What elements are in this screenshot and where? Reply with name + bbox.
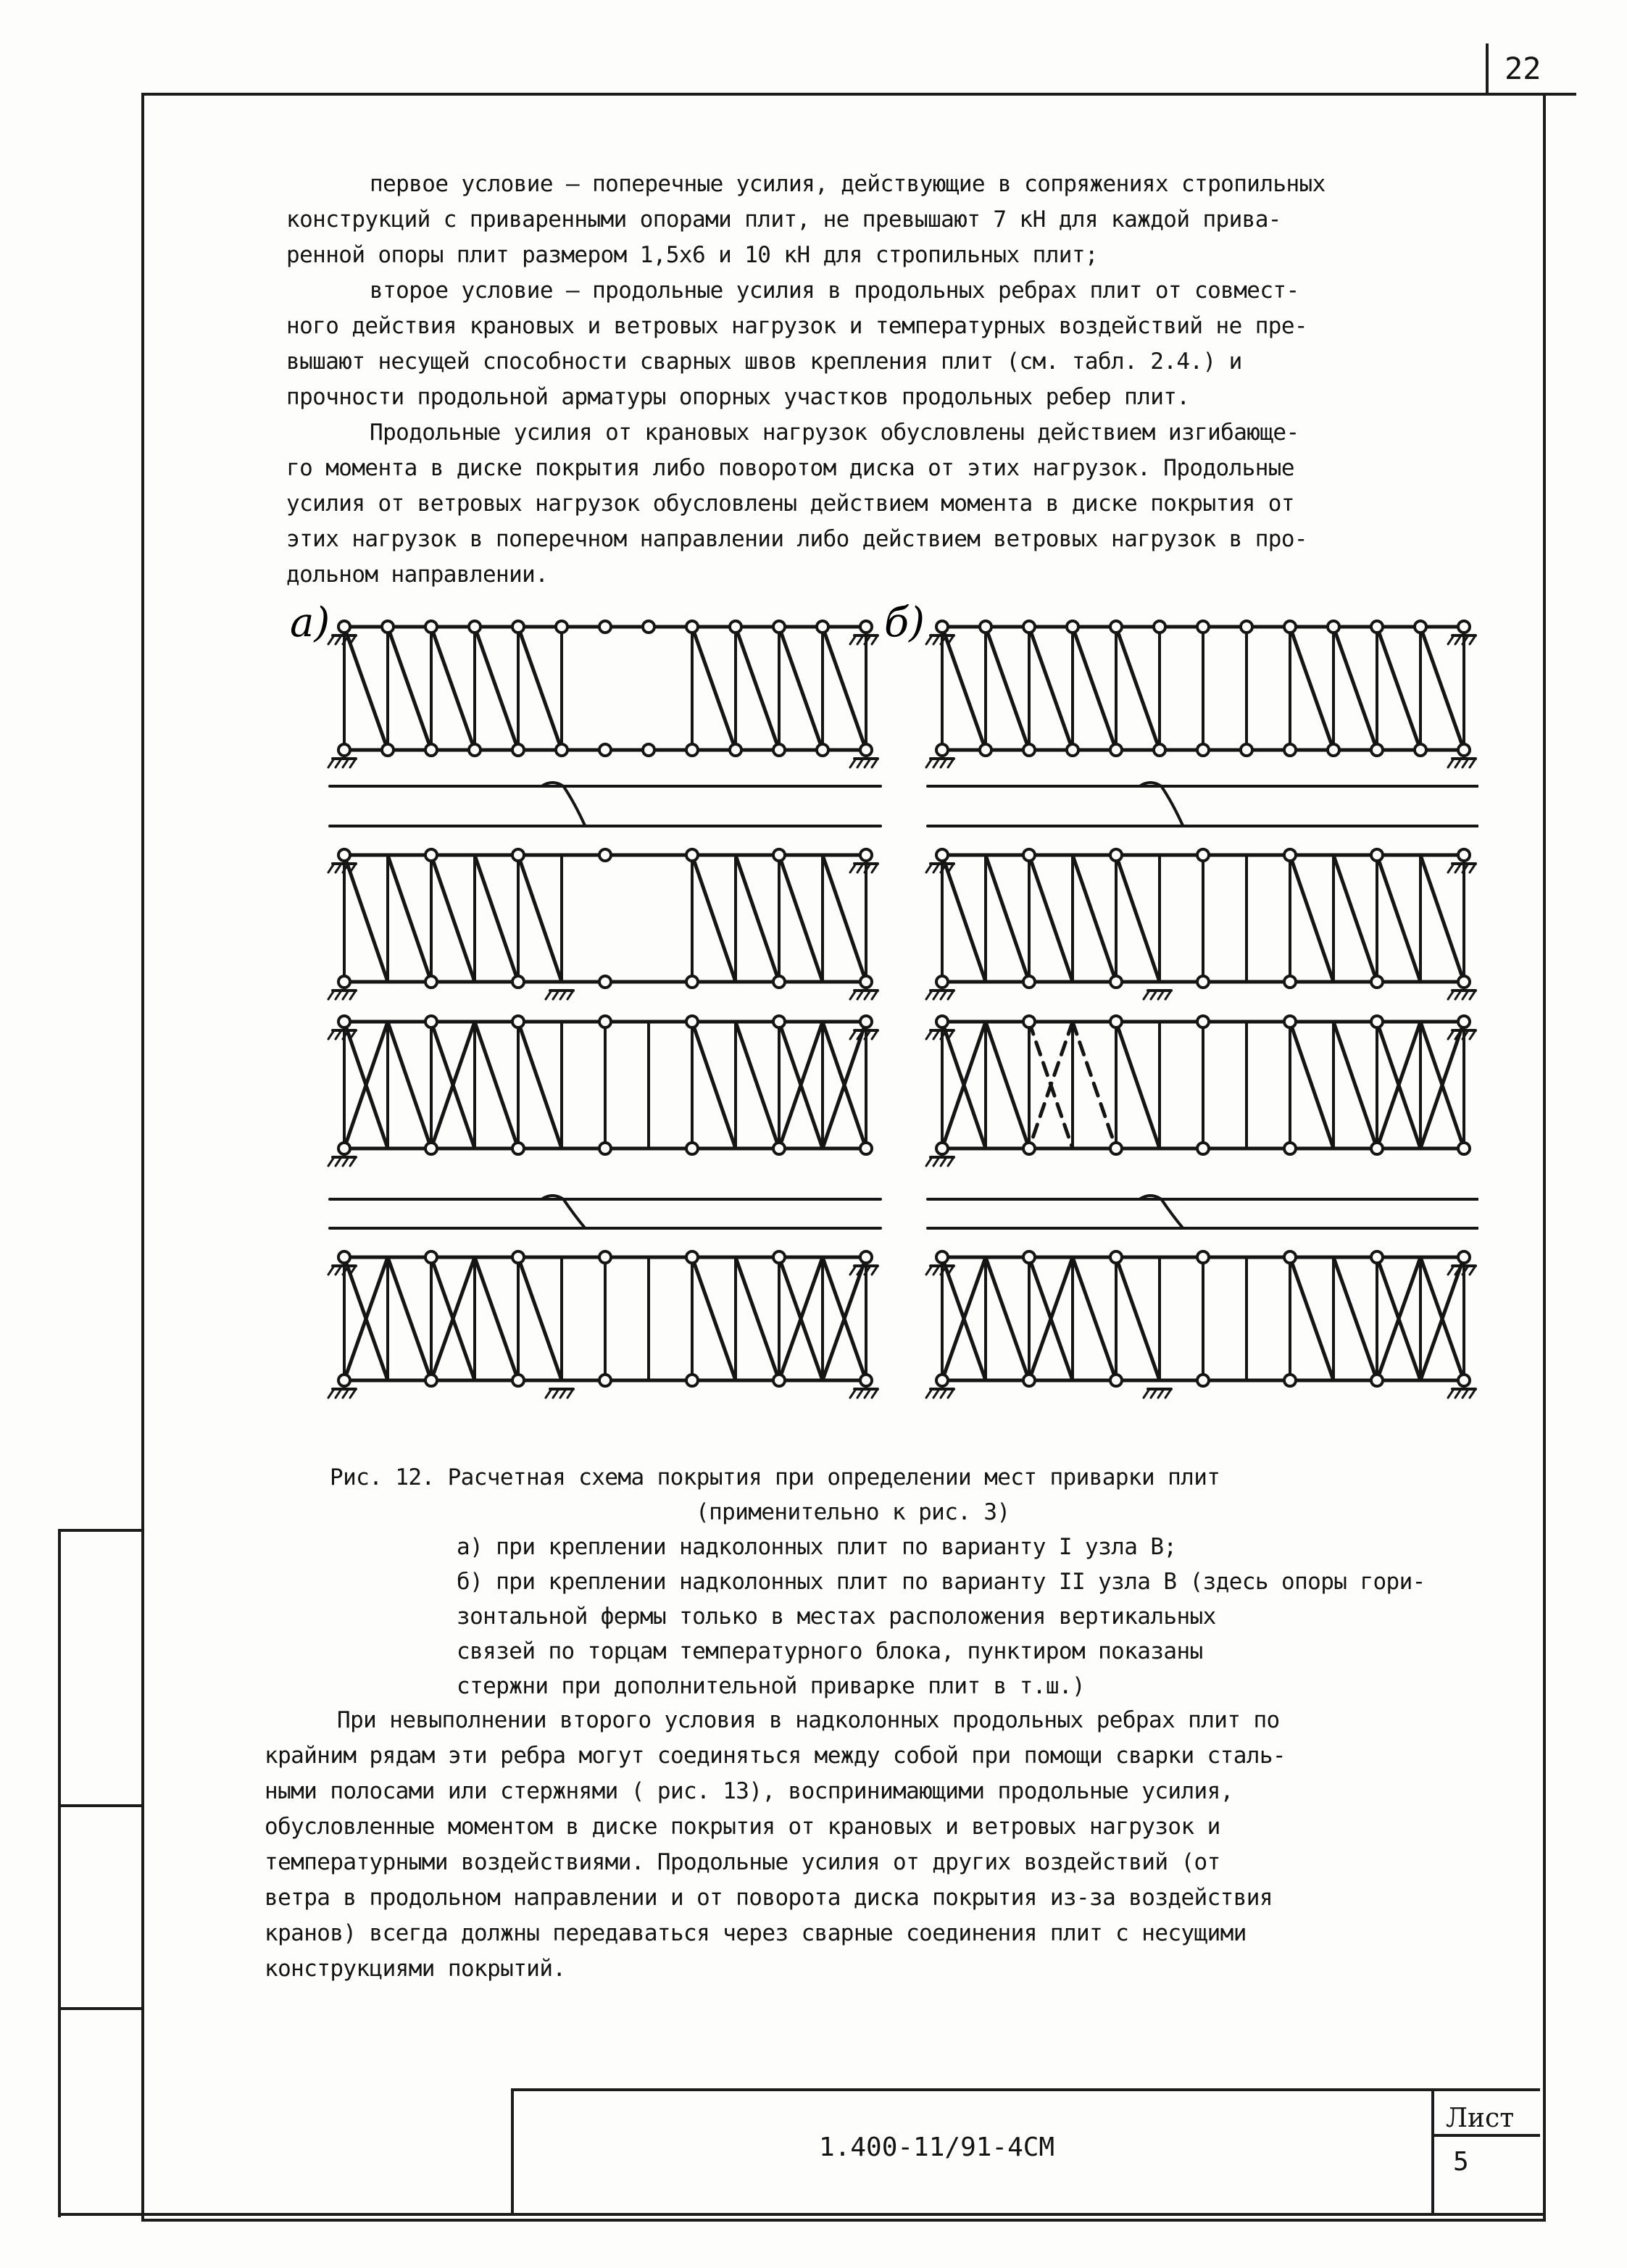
- truss-node: [860, 1016, 872, 1027]
- truss-node: [936, 1375, 948, 1386]
- text-line: этих нагрузок в поперечном направлении либо действием ветровых нагрузок в про-: [286, 526, 1307, 552]
- panel-b-label: б): [884, 599, 925, 646]
- truss-node: [773, 1251, 785, 1263]
- support-hatch: [850, 991, 856, 999]
- text-line: го момента в диске покрытия либо поворотом диска от этих нагрузок. Продольные: [286, 455, 1294, 481]
- support-hatch: [328, 1157, 334, 1166]
- truss-node: [686, 1375, 698, 1386]
- truss-node: [773, 1143, 785, 1154]
- truss-node: [1154, 621, 1165, 633]
- text-line: крайним рядам эти ребра могут соединяться между собой при помощи сварки сталь-: [265, 1743, 1286, 1769]
- diagonal-brace: [1420, 627, 1464, 750]
- truss-node: [382, 621, 394, 633]
- support-hatch: [328, 1266, 334, 1275]
- truss-node: [599, 1251, 611, 1263]
- diagonal-brace: [942, 627, 986, 750]
- truss-node: [425, 976, 437, 988]
- support-hatch: [926, 1266, 932, 1275]
- truss-node: [1284, 1375, 1296, 1386]
- binding-margin-line: [58, 1529, 61, 2217]
- truss-node: [936, 1251, 948, 1263]
- diagonal-brace: [736, 855, 779, 982]
- truss-node: [425, 621, 437, 633]
- text-line: ного действия крановых и ветровых нагрузок и температурных воздействий не пре-: [286, 313, 1307, 339]
- truss-node: [1371, 744, 1383, 756]
- text-line: дольном направлении.: [286, 562, 549, 588]
- support-hatch: [328, 864, 334, 872]
- diagonal-brace: [1073, 855, 1116, 982]
- truss-node: [1023, 1016, 1035, 1027]
- figure-caption: [330, 1460, 1489, 1704]
- truss-node: [425, 1016, 437, 1027]
- truss-node: [860, 976, 872, 988]
- diagonal-brace: [986, 627, 1029, 750]
- support-hatch: [546, 991, 552, 999]
- body-text-bottom: [265, 1703, 1468, 1987]
- text-line: конструкций с приваренными опорами плит, не превышают 7 кН для каждой прива-: [286, 207, 1281, 233]
- truss-node: [1458, 976, 1470, 988]
- truss-node: [338, 1143, 350, 1154]
- truss-node: [599, 976, 611, 988]
- support-hatch: [850, 635, 856, 644]
- support-hatch: [1448, 1389, 1454, 1398]
- document-code: 1.400-11/91-4СМ: [819, 2132, 1055, 2162]
- diagonal-brace: [736, 1022, 779, 1148]
- support-hatch: [926, 991, 932, 999]
- truss-node: [1415, 744, 1426, 756]
- truss-node: [556, 744, 567, 756]
- truss-node: [1371, 1016, 1383, 1027]
- truss-node: [1197, 1016, 1209, 1027]
- truss-node: [1197, 1143, 1209, 1154]
- diagonal-brace: [736, 627, 779, 750]
- panel-a-label: а): [290, 599, 330, 646]
- truss-node: [1197, 1251, 1209, 1263]
- diagonal-brace: [1290, 855, 1333, 982]
- truss-node: [469, 621, 480, 633]
- text-line: обусловленные моментом в диске покрытия от крановых и ветровых нагрузок и: [265, 1814, 1220, 1840]
- truss-node: [1458, 849, 1470, 861]
- truss-node: [686, 849, 698, 861]
- truss-node: [860, 1251, 872, 1263]
- diagonal-brace: [1116, 1257, 1160, 1380]
- truss-node: [1458, 1016, 1470, 1027]
- diagonal-brace: [986, 1022, 1029, 1148]
- truss-node: [860, 1375, 872, 1386]
- truss-node: [1110, 1016, 1122, 1027]
- support-hatch: [328, 759, 334, 767]
- truss-node: [1067, 621, 1078, 633]
- truss-node: [425, 1251, 437, 1263]
- truss-node: [1067, 744, 1078, 756]
- truss-node: [686, 1016, 698, 1027]
- diagonal-brace: [692, 1022, 736, 1148]
- truss-node: [1023, 849, 1035, 861]
- caption-item-a: а) при креплении надколонных плит по варианту I узла В;: [457, 1534, 1177, 1560]
- truss-node: [773, 849, 785, 861]
- diagonal-brace: [1333, 1257, 1377, 1380]
- support-hatch: [850, 1389, 856, 1398]
- truss-node: [1023, 744, 1035, 756]
- truss-node: [338, 976, 350, 988]
- diagonal-brace: [388, 1022, 431, 1148]
- diagonal-brace: [986, 1257, 1029, 1380]
- support-hatch: [1144, 991, 1149, 999]
- truss-node: [599, 1375, 611, 1386]
- truss-node: [1371, 1375, 1383, 1386]
- truss-node: [936, 744, 948, 756]
- truss-node: [1284, 1251, 1296, 1263]
- diagonal-brace: [1073, 1257, 1116, 1380]
- break-mark: [541, 783, 585, 826]
- truss-node: [936, 849, 948, 861]
- diagonal-brace: [986, 855, 1029, 982]
- truss-node: [425, 1375, 437, 1386]
- truss-node: [338, 744, 350, 756]
- truss-node: [1371, 976, 1383, 988]
- text-line: прочности продольной арматуры опорных участков продольных ребер плит.: [286, 384, 1190, 410]
- support-hatch: [926, 864, 932, 872]
- truss-node: [1023, 1251, 1035, 1263]
- caption-item-b: б) при креплении надколонных плит по варианту II узла В (здесь опоры гори-: [457, 1569, 1426, 1595]
- truss-node: [773, 621, 785, 633]
- diagonal-brace: [388, 855, 431, 982]
- support-hatch: [850, 1266, 856, 1275]
- text-line: ными полосами или стержнями ( рис. 13), воспринимающими продольные усилия,: [265, 1778, 1233, 1804]
- truss-node: [1197, 744, 1209, 756]
- truss-node: [599, 621, 611, 633]
- truss-node: [1023, 976, 1035, 988]
- diagonal-brace: [475, 1022, 518, 1148]
- truss-node: [599, 1016, 611, 1027]
- caption-item-b-4: стержни при дополнительной приварке плит в т.ш.): [457, 1673, 1086, 1699]
- truss-node: [1023, 621, 1035, 633]
- diagonal-brace: [1333, 855, 1377, 982]
- truss-node: [773, 1375, 785, 1386]
- support-hatch: [1448, 759, 1454, 767]
- sheet-cell-divider: [1431, 2134, 1540, 2137]
- truss-node: [469, 744, 480, 756]
- text-line: конструкциями покрытий.: [265, 1956, 566, 1982]
- truss-node: [599, 1143, 611, 1154]
- truss-node: [817, 621, 828, 633]
- diagonal-brace: [779, 855, 823, 982]
- truss-node: [512, 1375, 524, 1386]
- truss-node: [338, 621, 350, 633]
- diagonal-brace: [692, 627, 736, 750]
- truss-node: [338, 1016, 350, 1027]
- truss-node: [599, 849, 611, 861]
- diagonal-brace: [1116, 1022, 1160, 1148]
- support-hatch: [850, 864, 856, 872]
- truss-node: [1197, 849, 1209, 861]
- support-hatch: [546, 1389, 552, 1398]
- diagonal-brace: [1420, 855, 1464, 982]
- title-block-top: [511, 2088, 1540, 2091]
- title-block-left: [511, 2088, 514, 2216]
- truss-node: [338, 1251, 350, 1263]
- truss-node: [860, 744, 872, 756]
- truss-node: [1110, 849, 1122, 861]
- truss-node: [1458, 1251, 1470, 1263]
- diagonal-brace: [1377, 627, 1420, 750]
- truss-node: [512, 1143, 524, 1154]
- diagonal-brace: [518, 1022, 562, 1148]
- support-hatch: [1144, 1389, 1149, 1398]
- truss-node: [730, 621, 741, 633]
- truss-node: [686, 744, 698, 756]
- support-hatch: [1448, 1030, 1454, 1039]
- support-hatch: [328, 1389, 334, 1398]
- diagonal-brace: [1116, 627, 1160, 750]
- diagonal-brace: [1073, 627, 1116, 750]
- figure-12-roof-scheme: [290, 594, 1478, 1427]
- diagonal-brace: [823, 627, 866, 750]
- truss-node: [817, 744, 828, 756]
- truss-node: [425, 849, 437, 861]
- truss-node: [936, 1143, 948, 1154]
- truss-node: [1197, 976, 1209, 988]
- truss-node: [860, 1143, 872, 1154]
- truss-node: [512, 744, 524, 756]
- diagonal-brace: [388, 1257, 431, 1380]
- truss-node: [512, 621, 524, 633]
- diagonal-brace: [475, 627, 518, 750]
- truss-node: [773, 744, 785, 756]
- truss-node: [1284, 1016, 1296, 1027]
- truss-node: [936, 1016, 948, 1027]
- truss-node: [1110, 976, 1122, 988]
- truss-node: [425, 1143, 437, 1154]
- diagonal-brace: [692, 855, 736, 982]
- diagonal-brace: [518, 855, 562, 982]
- diagonal-brace: [518, 1257, 562, 1380]
- truss-node: [1371, 1251, 1383, 1263]
- truss-node: [1458, 621, 1470, 633]
- text-line: кранов) всегда должны передаваться через сварные соединения плит с несущими: [265, 1920, 1247, 1946]
- truss-node: [1284, 1143, 1296, 1154]
- truss-node: [1197, 1375, 1209, 1386]
- truss-node: [338, 1375, 350, 1386]
- page-number-box-bottom: [1486, 93, 1576, 96]
- truss-node: [1241, 621, 1252, 633]
- diagonal-brace: [692, 1257, 736, 1380]
- diagonal-brace: [1290, 1022, 1333, 1148]
- truss-node: [1371, 849, 1383, 861]
- diagonal-brace: [1333, 1022, 1377, 1148]
- support-hatch: [328, 991, 334, 999]
- truss-node: [1110, 1375, 1122, 1386]
- text-line: При невыполнении второго условия в надколонных продольных ребрах плит по: [337, 1707, 1280, 1733]
- truss-node: [425, 744, 437, 756]
- truss-node: [936, 621, 948, 633]
- truss-node: [338, 849, 350, 861]
- text-line: Продольные усилия от крановых нагрузок обусловлены действием изгибающе-: [370, 420, 1299, 446]
- diagonal-brace: [344, 855, 388, 982]
- truss-node: [599, 744, 611, 756]
- diagonal-brace: [823, 855, 866, 982]
- diagonal-brace: [1116, 855, 1160, 982]
- support-hatch: [850, 1030, 856, 1039]
- diagonal-brace: [779, 627, 823, 750]
- truss-node: [1371, 1143, 1383, 1154]
- text-line: первое условие – поперечные усилия, действующие в сопряжениях стропильных: [370, 171, 1326, 197]
- sheet-number: 5: [1453, 2147, 1469, 2177]
- diagonal-brace: [1377, 855, 1420, 982]
- truss-node: [1110, 744, 1122, 756]
- truss-node: [1458, 1143, 1470, 1154]
- diagonal-brace: [942, 855, 986, 982]
- diagonal-brace: [1333, 627, 1377, 750]
- diagonal-brace: [475, 1257, 518, 1380]
- support-hatch: [1448, 991, 1454, 999]
- truss-node: [1458, 744, 1470, 756]
- truss-node: [1328, 744, 1339, 756]
- support-hatch: [1448, 1266, 1454, 1275]
- truss-node: [1284, 744, 1296, 756]
- truss-node: [860, 849, 872, 861]
- truss-node: [730, 744, 741, 756]
- caption-item-b-2: зонтальной фермы только в местах расположения вертикальных: [457, 1604, 1216, 1630]
- page-number: 22: [1505, 51, 1541, 86]
- support-hatch: [926, 1389, 932, 1398]
- diagonal-brace: [1290, 1257, 1333, 1380]
- truss-node: [1284, 621, 1296, 633]
- truss-node: [1458, 1375, 1470, 1386]
- truss-node: [686, 621, 698, 633]
- truss-node: [1110, 1251, 1122, 1263]
- footer-baseline: [58, 2213, 1544, 2216]
- break-mark: [1139, 783, 1183, 826]
- truss-node: [382, 744, 394, 756]
- support-hatch: [328, 1030, 334, 1039]
- truss-node: [686, 1251, 698, 1263]
- truss-node: [643, 744, 654, 756]
- truss-node: [1241, 744, 1252, 756]
- truss-node: [512, 1016, 524, 1027]
- truss-node: [1110, 621, 1122, 633]
- truss-node: [1328, 621, 1339, 633]
- truss-node: [512, 976, 524, 988]
- truss-node: [512, 849, 524, 861]
- diagonal-brace: [431, 855, 475, 982]
- sheet-cell-left: [1431, 2088, 1434, 2216]
- panel-a-scheme: [328, 621, 881, 1398]
- truss-node: [773, 1016, 785, 1027]
- sheet-label: Лист: [1446, 2104, 1515, 2133]
- binding-tick-3: [58, 2007, 143, 2010]
- truss-node: [643, 621, 654, 633]
- diagonal-brace: [344, 627, 388, 750]
- truss-node: [1415, 621, 1426, 633]
- diagonal-brace: [736, 1257, 779, 1380]
- text-line: ветра в продольном направлении и от поворота диска покрытия из-за воздействия: [265, 1885, 1273, 1911]
- diagonal-brace: [1073, 1022, 1116, 1148]
- diagonal-brace: [1290, 627, 1333, 750]
- text-line: второе условие – продольные усилия в продольных ребрах плит от совмест-: [370, 278, 1299, 304]
- diagonal-brace: [1029, 855, 1073, 982]
- truss-node: [1110, 1143, 1122, 1154]
- truss-node: [556, 621, 567, 633]
- truss-node: [773, 976, 785, 988]
- caption-item-b-3: связей по торцам температурного блока, пунктиром показаны: [457, 1638, 1203, 1664]
- support-hatch: [1448, 864, 1454, 872]
- support-hatch: [926, 759, 932, 767]
- truss-node: [686, 976, 698, 988]
- truss-node: [1284, 849, 1296, 861]
- binding-tick-2: [58, 1804, 143, 1807]
- caption-title: Рис. 12. Расчетная схема покрытия при определении мест приварки плит: [330, 1464, 1220, 1491]
- support-hatch: [1448, 635, 1454, 644]
- truss-node: [686, 1143, 698, 1154]
- diagonal-brace: [518, 627, 562, 750]
- support-hatch: [926, 1030, 932, 1039]
- truss-node: [860, 621, 872, 633]
- truss-node: [1371, 621, 1383, 633]
- diagonal-brace: [388, 627, 431, 750]
- body-text-top: [286, 167, 1468, 593]
- support-hatch: [926, 1157, 932, 1166]
- truss-node: [936, 976, 948, 988]
- diagonal-brace: [431, 627, 475, 750]
- truss-node: [980, 744, 991, 756]
- truss-node: [1154, 744, 1165, 756]
- caption-title-2: (применительно к рис. 3): [696, 1499, 1010, 1525]
- text-line: ренной опоры плит размером 1,5х6 и 10 кН для стропильных плит;: [286, 242, 1098, 268]
- text-line: температурными воздействиями. Продольные усилия от других воздействий (от: [265, 1849, 1220, 1875]
- page-number-box-left: [1486, 43, 1489, 96]
- truss-node: [1023, 1143, 1035, 1154]
- support-hatch: [926, 635, 932, 644]
- truss-node: [512, 1251, 524, 1263]
- diagonal-brace: [475, 855, 518, 982]
- diagonal-brace: [1029, 627, 1073, 750]
- support-hatch: [850, 759, 856, 767]
- binding-tick-1: [58, 1529, 143, 1532]
- truss-node: [1284, 976, 1296, 988]
- truss-node: [980, 621, 991, 633]
- truss-node: [1197, 621, 1209, 633]
- text-line: усилия от ветровых нагрузок обусловлены действием момента в диске покрытия от: [286, 491, 1294, 517]
- panel-b-scheme: [926, 621, 1478, 1398]
- text-line: вышают несущей способности сварных швов крепления плит (см. табл. 2.4.) и: [286, 349, 1242, 375]
- truss-node: [1023, 1375, 1035, 1386]
